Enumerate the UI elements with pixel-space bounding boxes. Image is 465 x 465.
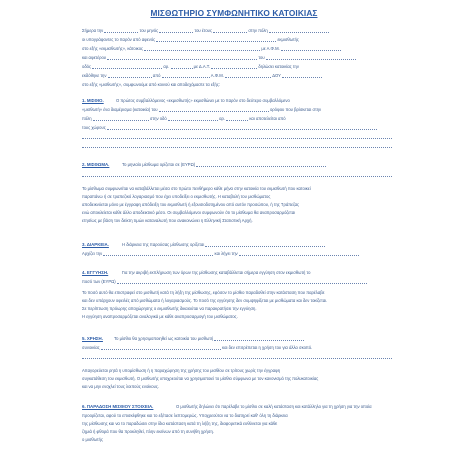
section-4-paragraph-1: Το ποσό αυτό θα επιστραφεί στο μισθωτή κατά τη λήξη της μίσθωσης, εφόσον το μίσθιο παραδοθεί στην κατάσταση που παρέλαβε xyxy=(82,290,325,295)
lessor-afm-field[interactable] xyxy=(281,46,341,51)
section-2-blank[interactable] xyxy=(82,172,392,177)
intro-line-6: εκδόθηκε την από Α.Φ.Μ. ΔΟΥ xyxy=(82,73,392,78)
intro-line-3: στο εξής «εκμισθωτής», κάτοικος με Α.Φ.Μ. xyxy=(82,46,392,51)
section-2-heading: 2. ΜΙΣΘΩΜΑ. xyxy=(82,162,110,167)
id-issuer-field[interactable] xyxy=(162,73,210,78)
lessee-father-field[interactable] xyxy=(266,55,356,60)
month-field[interactable] xyxy=(159,28,193,33)
intro-line-7: στο εξής «μισθωτής», συμφωνούμε από κοινού και αποδεχόμαστε τα εξής: xyxy=(82,82,221,87)
section-5-paragraph-1: Απαγορεύεται ρητά η υπομίσθωση ή η παραχώρηση της χρήσης του μισθίου σε τρίτους χωρίς την έγγραφη xyxy=(82,368,281,373)
section-1-line-2: «μισθωτή» ένα διαμέρισμα (κατοικία) του ορόφου που βρίσκεται στην xyxy=(82,107,322,112)
lessee-street-field[interactable] xyxy=(92,64,162,69)
rent-amount-field[interactable] xyxy=(196,162,326,167)
year-field[interactable] xyxy=(213,28,247,33)
lessee-afm-field[interactable] xyxy=(225,73,271,78)
section-5-blank[interactable] xyxy=(82,354,392,359)
duration-field[interactable] xyxy=(205,242,325,247)
section-4-paragraph-4: Η εγγύηση αναπροσαρμόζεται αναλογικά με κάθε αναπροσαρμογή του μισθώματος. xyxy=(82,314,238,319)
intro-line-5: οδός αρ. με Δ.Α.Τ. δηλώσει κατοικίας την xyxy=(82,64,299,69)
id-issue-date-field[interactable] xyxy=(108,73,152,78)
section-4-paragraph-3: Σε περίπτωση πρόωρης αποχώρησης ο εκμισθωτής δικαιούται να παρακρατήσει την εγγύηση. xyxy=(82,306,257,311)
intro-line-1: Σήμερα την του μηνός του έτους στην πόλη xyxy=(82,28,392,33)
section-1-line-4: τους χώρους xyxy=(82,125,392,130)
section-1-heading: 1. ΜΙΣΘΙΟ. xyxy=(82,98,104,103)
section-5-line-2: συνοικίας και δεν επιτρέπεται η χρήση του για άλλο σκοπό. xyxy=(82,345,313,350)
document-title: ΜΙΣΘΩΤΗΡΙΟ ΣΥΜΦΩΝΗΤΙΚΟ ΚΑΤΟΙΚΙΑΣ xyxy=(150,8,318,18)
intro-line-4: και αφετέρου του xyxy=(82,55,392,60)
neighborhood-field[interactable] xyxy=(101,345,221,350)
section-3-line-2: Αρχίζει την και λήγει την xyxy=(82,251,392,256)
lessor-residence-field[interactable] xyxy=(144,46,260,51)
deposit-amount-field[interactable] xyxy=(117,279,367,284)
property-city-field[interactable] xyxy=(93,116,149,121)
use-field[interactable] xyxy=(214,336,304,341)
lease-form-page xyxy=(64,0,404,465)
floor-field[interactable] xyxy=(159,107,269,112)
section-2-paragraph-1: Το μίσθωμα συμφωνείται να καταβάλλεται μέσα στο πρώτο πενθήμερο κάθε μήνα στην κατοικία του εκμισθωτή που κατοικεί xyxy=(82,186,311,191)
section-3-heading: 3. ΔΙΑΡΚΕΙΑ. xyxy=(82,242,109,247)
section-4-heading: 4. ΕΓΓΥΗΣΗ. xyxy=(82,270,109,275)
section-6-line-1: Ο μισθωτής δηλώνει ότι παρέλαβε το μίσθιο σε καλή κατάσταση και κατάλληλο για τη χρήση για την οποία xyxy=(176,404,372,409)
property-street-field[interactable] xyxy=(168,116,218,121)
lessee-number-field[interactable] xyxy=(171,64,193,69)
lessee-id-field[interactable] xyxy=(211,64,257,69)
section-1-line-3: πόλη στην οδό αρ. και αποτελείται από xyxy=(82,116,286,121)
section-6-paragraph-3: της μίσθωσης και να το παραδώσει στην ίδια κατάσταση κατά τη λήξη της, διαφορετικά ευθύνεται για κάθε xyxy=(82,421,278,426)
section-1-line-1: Ο πρώτος συμβαλλόμενος «εκμισθωτής» εκμισθώνει με το παρόν στο δεύτερο συμβαλλόμενο xyxy=(116,98,290,103)
city-field[interactable] xyxy=(269,28,329,33)
section-5-paragraph-2: συγκατάθεση του εκμισθωτή. Ο μισθωτής υποχρεούται να χρησιμοποιεί το μίσθιο σύμφωνα με τον κανονισμό της πολυκατοικίας xyxy=(82,376,319,381)
section-6-paragraph-5: ο μισθωτής xyxy=(82,437,103,442)
rooms-field[interactable] xyxy=(107,125,377,130)
section-3-line-1: Η διάρκεια της παρούσας μίσθωσης ορίζεται xyxy=(122,242,392,247)
section-2-paragraph-5: ετησίως με βάση τον δείκτη τιμών καταναλωτή που ανακοινώνει η Ελληνική Στατιστική Αρχή. xyxy=(82,218,253,223)
day-field[interactable] xyxy=(104,28,138,33)
lessee-name-field[interactable] xyxy=(107,55,257,60)
lessee-doy-field[interactable] xyxy=(282,73,322,78)
section-6-paragraph-2: προορίζεται, αφού το επισκέφθηκε και το εξέτασε λεπτομερώς. Υποχρεούται να το διατηρεί καθ' όλη τη διάρκεια xyxy=(82,413,288,418)
section-6-heading: 6. ΠΑΡΑΔΟΣΗ ΜΙΣΘΙΟΥ ΣΤΟΙΧΕΙΑ. xyxy=(82,404,154,409)
section-4-line-1: Για την ακριβή εκπλήρωση των όρων της μίσθωσης καταβάλλεται σήμερα εγγύηση στον εκμισθωτή το xyxy=(122,270,311,275)
section-5-paragraph-3: και να μην ενοχλεί τους λοιπούς ενοίκους. xyxy=(82,384,160,389)
section-2-paragraph-3: αποδεικνύεται μόνο με έγγραφη απόδειξη του εκμισθωτή ή εξουσιοδοτημένου από αυτόν προσώπου, ή της Τράπεζας xyxy=(82,202,300,207)
start-date-field[interactable] xyxy=(103,251,213,256)
section-4-line-2: ποσό των (ΕΥΡΩ) xyxy=(82,279,392,284)
section-4-paragraph-2: και δεν υπάρχουν οφειλές από μισθώματα ή λογαριασμούς. Το ποσό της εγγύησης δεν συμψηφίζεται με μισθώματα και δεν τοκίζεται. xyxy=(82,298,328,303)
section-2-paragraph-4: ενώ αποκλείεται κάθε άλλο αποδεικτικό μέσο. Οι συμβαλλόμενοι συμφωνούν ότι το μίσθωμα θα αναπροσαρμόζεται xyxy=(82,210,296,215)
property-number-field[interactable] xyxy=(226,116,248,121)
section-5-line-1: Το μίσθιο θα χρησιμοποιηθεί ως κατοικία του μισθωτή xyxy=(114,336,392,341)
section-6-paragraph-4: ζημιά ή φθορά που θα προκληθεί, πλην εκείνων από τη συνήθη χρήση. xyxy=(82,429,214,434)
section-1-blank-2[interactable] xyxy=(82,143,392,148)
section-5-heading: 5. ΧΡΗΣΗ. xyxy=(82,336,103,341)
lessor-name-field[interactable] xyxy=(156,37,276,42)
intro-line-2: οι υπογράφοντες το παρόν από αφενός εκμισθωτής xyxy=(82,37,299,42)
end-date-field[interactable] xyxy=(239,251,359,256)
section-2-paragraph-2: παραπάνω ή σε τραπεζικό λογαριασμό που έχει υποδείξει ο εκμισθωτής. Η καταβολή του μισθώματος xyxy=(82,194,271,199)
section-2-line-1: Το μηνιαίο μίσθωμα ορίζεται σε (ΕΥΡΩ) xyxy=(122,162,392,167)
section-1-blank-1[interactable] xyxy=(82,134,392,139)
